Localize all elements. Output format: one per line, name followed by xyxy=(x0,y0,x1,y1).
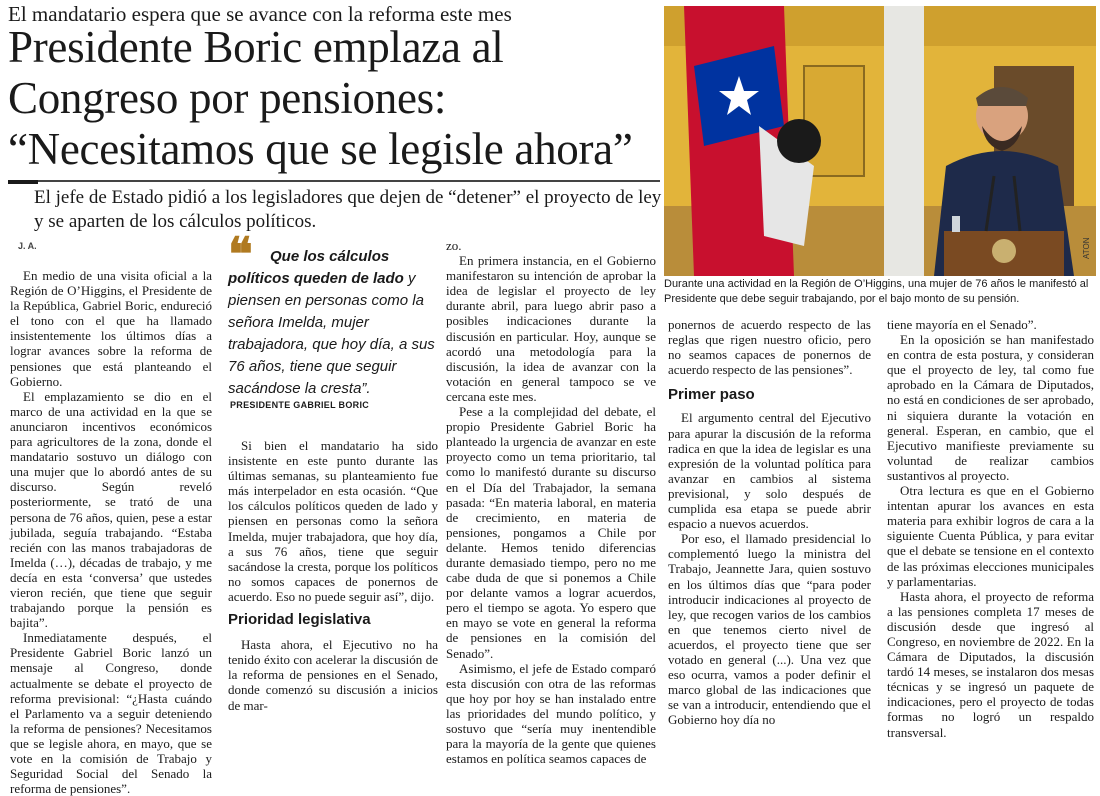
paragraph: En medio de una visita oficial a la Región de O’Higgins, el Presidente de la República, Gabriel Boric, endureció el tono con el que ha llamado insistentemente los últimos días a lograr avances sobre la reforma de pensiones que está planteando el Gobierno. xyxy=(10,268,212,389)
paragraph: Por eso, el llamado presidencial lo complementó luego la ministra del Trabajo, Jeannette Jara, quien sostuvo en los últimos días que “para poder introducir indicaciones al proyecto de ley, que recogen varios de los cambios en que tenemos cierto nivel de acuerdos, el proyecto tiene que ser votado en general (...). Una vez que eso ocurra, vamos a poder definir el marco global de las indicaciones que se van a introducir, entendiendo que el Gobierno hoy día no xyxy=(668,531,871,728)
paragraph: El emplazamiento se dio en el marco de una actividad en la que se anunciaron incentivos económicos para agricultores de la zona, donde el mandatario sostuvo un diálogo con una mujer que lo abordó antes de su discurso. Según reveló posteriormente, se trató de una persona de 76 años, quien, pese a estar jubilada, seguía trabajando. “Estaba recién con las manos trabajadoras de Imelda (…), décadas de trabajo, y me decía en esta ‘conversa’ que ustedes vieron recién, que tiene que seguir trabajando porque la pensión es bajita”. xyxy=(10,388,212,631)
paragraph: Hasta ahora, el proyecto de reforma a las pensiones completa 17 meses de discusión desde que ingresó al Congreso, en noviembre de 2022. En la Cámara de Diputados, la discusión tardó 14 meses, se instalaron dos mesas técnicas y se ingresó un paquete de indicaciones, pero el proyecto de todas formas no logró un respaldo transversal. xyxy=(887,588,1094,740)
headline xyxy=(8,22,633,175)
subhead: Prioridad legislativa xyxy=(228,611,371,629)
column-2 xyxy=(228,438,438,713)
headline-line: Congreso por pensiones: xyxy=(8,73,447,123)
lead-paragraph: El jefe de Estado pidió a los legisladores que dejen de “detener” el proyecto de ley y se aparten de los cálculos políticos. xyxy=(34,187,662,232)
lead-divider xyxy=(8,180,660,182)
paragraph: Asimismo, el jefe de Estado comparó esta discusión con otra de las reformas que hoy por hoy se han instalado entre las prioridades del mundo político, y sostuvo que “sería muy inentendible para la mayoría de la gente que quienes estamos en política seamos capaces de xyxy=(446,660,656,767)
news-photo xyxy=(664,6,1096,276)
quote-mark-icon: ❝ xyxy=(228,229,253,280)
pull-quote-text: y piensen en personas como la señora Imelda, mujer trabajadora, que hoy día, a sus 76 años, tiene que seguir sacándose la cresta”. xyxy=(228,270,435,397)
paragraph: Si bien el mandatario ha sido insistente en este punto durante las últimas semanas, su planteamiento fue más interpelador en esta ocasión. “Que los cálculos políticos queden de lado y piensen en personas como la señora Imelda, mujer trabajadora, que hoy día, a sus 76 años, tiene que seguir sacándose la cresta, porque los políticos no somos capaces de ponernos de acuerdo. Eso no puede seguir así”, dijo. xyxy=(228,438,438,604)
byline: J. A. xyxy=(18,241,37,251)
paragraph: zo. xyxy=(446,238,462,253)
column-5 xyxy=(887,317,1094,740)
photo-credit: ATON xyxy=(1082,237,1091,259)
paragraph: Inmediatamente después, el Presidente Gabriel Boric lanzó un mensaje al Congreso, donde actualmente se debate el proyecto de reforma previsional: “¿Hasta cuándo el Parlamento va a seguir deteniendo la reforma de pensiones? Necesitamos que se legisle ahora, en mayo, que se vote en la comisión de Trabajo y Seguridad Social del Senado la reforma de pensiones”. xyxy=(10,630,212,796)
paragraph: En primera instancia, en el Gobierno manifestaron su intención de aprobar la idea de legislar el proyecto de ley durante abril, para luego abrir paso a posibles indicaciones durante la discusión en particular. Hoy, aunque se acordó una metodología para la discusión, la idea de avanzar con la votación en general tampoco se ve cercana este mes. xyxy=(446,253,656,404)
headline-line: “Necesitamos que se legisle ahora” xyxy=(8,124,633,174)
headline-line: Presidente Boric emplaza al xyxy=(8,22,504,72)
subhead: Primer paso xyxy=(668,386,755,404)
pull-quote-author: PRESIDENTE GABRIEL BORIC xyxy=(230,400,370,410)
pull-quote-highlight: Que los cálculos políticos queden de lado xyxy=(228,248,404,287)
paragraph: En la oposición se han manifestado en contra de esta postura, y consideran que el proyecto de ley, tal como fue aprobado en la Cámara de Diputados, no está en condiciones de ser aprobado, ni siquiera durante la votación en general. Esperan, en cambio, que el Ejecutivo manifieste previamente su voluntad de realizar cambios sustantivos al proyecto. xyxy=(887,332,1094,483)
photo-illustration xyxy=(664,6,1096,276)
column-3 xyxy=(446,238,656,766)
column-1 xyxy=(10,268,212,796)
paragraph: ponernos de acuerdo respecto de las reglas que rigen nuestro oficio, pero no seamos capaces de ponernos de acuerdo respecto de las pensiones”. xyxy=(668,317,871,378)
paragraph: El argumento central del Ejecutivo para apurar la discusión de la reforma radica en que la idea de legislar es una expresión de la voluntad política para avanzar en cambios al sistema previsional, y solo después de cumplida esa etapa se puede abrir espacio a nuevos acuerdos. xyxy=(668,410,871,532)
kicker: El mandatario espera que se avance con la reforma este mes xyxy=(8,2,512,26)
column-4 xyxy=(668,317,871,727)
paragraph: Hasta ahora, el Ejecutivo no ha tenido éxito con acelerar la discusión de la reforma de pensiones en el Senado, donde comenzó su discusión a inicios de mar- xyxy=(228,637,438,713)
paragraph: tiene mayoría en el Senado”. xyxy=(887,317,1037,332)
paragraph: Otra lectura es que en el Gobierno intentan apurar los avances en esta materia para exhibir logros de cara a la siguiente Cuenta Pública, y para evitar que el debate se tensione en el contexto de las próximas elecciones municipales y parlamentarias. xyxy=(887,483,1094,589)
pull-quote xyxy=(228,246,438,400)
paragraph: Pese a la complejidad del debate, el propio Presidente Gabriel Boric ha planteado la urgencia de avanzar en este proyecto como un tema prioritario, tal como lo manifestó durante su discurso en el Día del Trabajador, la semana pasada: “En materia laboral, en materia de crecimiento, en materia de pensiones, pongamos a Chile por delante. Hemos tenido diferencias durante demasiado tiempo, pero no me cabe duda de que si ponemos a Chile por delante vamos a lograr acuerdos, pero el tiempo se agota. Yo espero que en mayo se vote en general la reforma de pensiones en la comisión del Senado”. xyxy=(446,404,656,661)
photo-caption: Durante una actividad en la Región de O’Higgins, una mujer de 76 años le manifestó al Presidente que debe seguir trabajando, por el bajo monto de su pensión. xyxy=(664,278,1089,305)
